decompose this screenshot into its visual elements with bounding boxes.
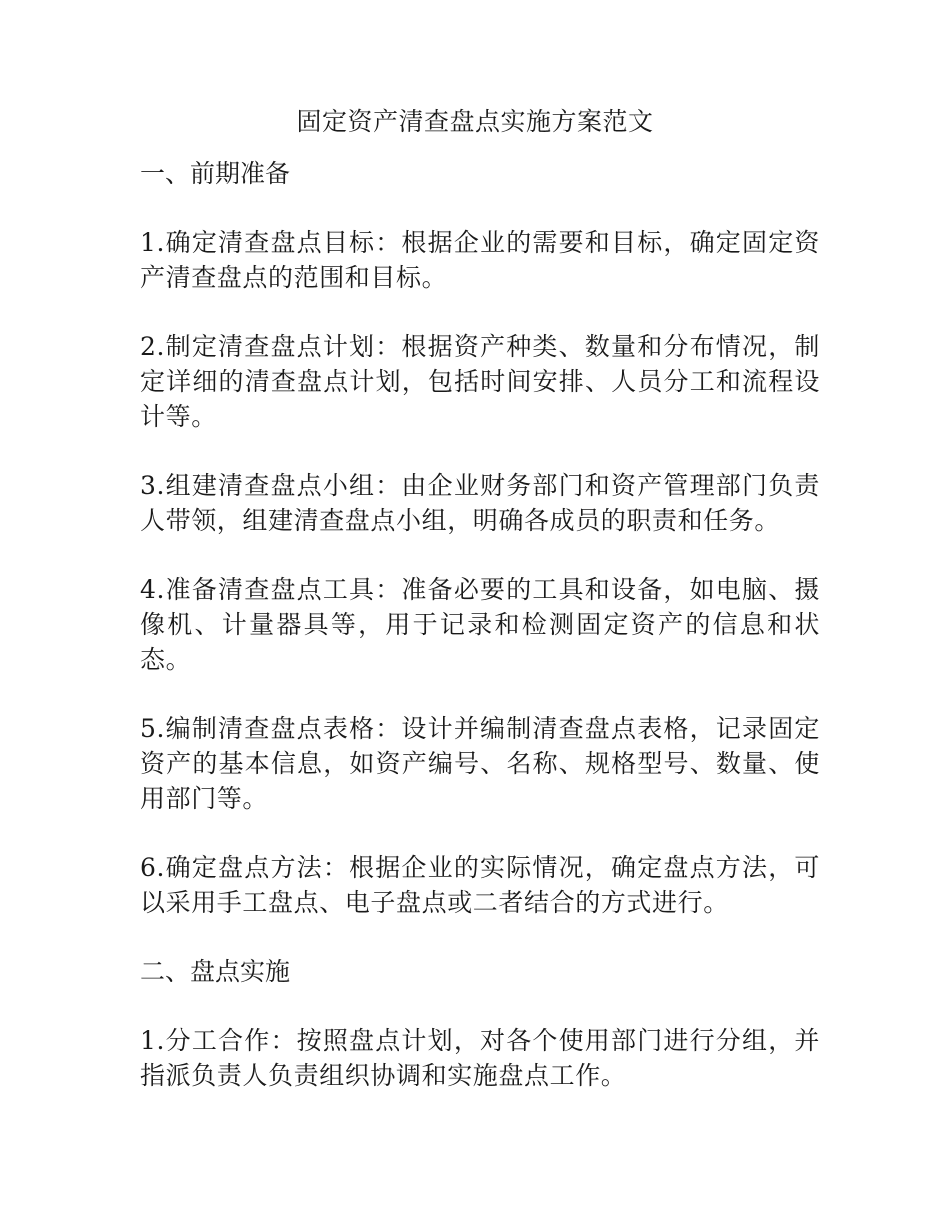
paragraph-gap — [140, 920, 820, 954]
section-heading-preparation: 一、前期准备 — [140, 159, 291, 188]
paragraph-item-5: 5.编制清查盘点表格：设计并编制清查盘点表格，记录固定资产的基本信息，如资产编号、名称、规格型号、数量、使用部门等。 — [140, 714, 820, 813]
paragraph-gap — [140, 677, 820, 711]
paragraph-item-2: 2.制定清查盘点计划：根据资产种类、数量和分布情况，制定详细的清查盘点计划，包括时间安排、人员分工和流程设计等。 — [140, 332, 820, 431]
document-title: 固定资产清查盘点实施方案范文 — [296, 107, 654, 136]
paragraph-item-3: 3.组建清查盘点小组：由企业财务部门和资产管理部门负责人带领，组建清查盘点小组，明确各成员的职责和任务。 — [140, 471, 820, 535]
document-body — [140, 156, 820, 1093]
paragraph-item-7: 1.分工合作：按照盘点计划，对各个使用部门进行分组，并指派负责人负责组织协调和实施盘点工作。 — [140, 1026, 820, 1090]
paragraph-gap — [140, 989, 820, 1023]
section-heading-implementation: 二、盘点实施 — [140, 957, 291, 986]
paragraph-gap — [140, 816, 820, 850]
paragraph-gap — [140, 434, 820, 468]
paragraph-item-4: 4.准备清查盘点工具：准备必要的工具和设备，如电脑、摄像机、计量器具等，用于记录和检测固定资产的信息和状态。 — [140, 575, 820, 674]
paragraph-gap — [140, 295, 820, 329]
paragraph-item-1: 1.确定清查盘点目标：根据企业的需要和目标，确定固定资产清查盘点的范围和目标。 — [140, 228, 820, 292]
paragraph-gap — [140, 538, 820, 572]
paragraph-gap — [140, 191, 820, 225]
paragraph-item-6: 6.确定盘点方法：根据企业的实际情况，确定盘点方法，可以采用手工盘点、电子盘点或二者结合的方式进行。 — [140, 853, 820, 917]
